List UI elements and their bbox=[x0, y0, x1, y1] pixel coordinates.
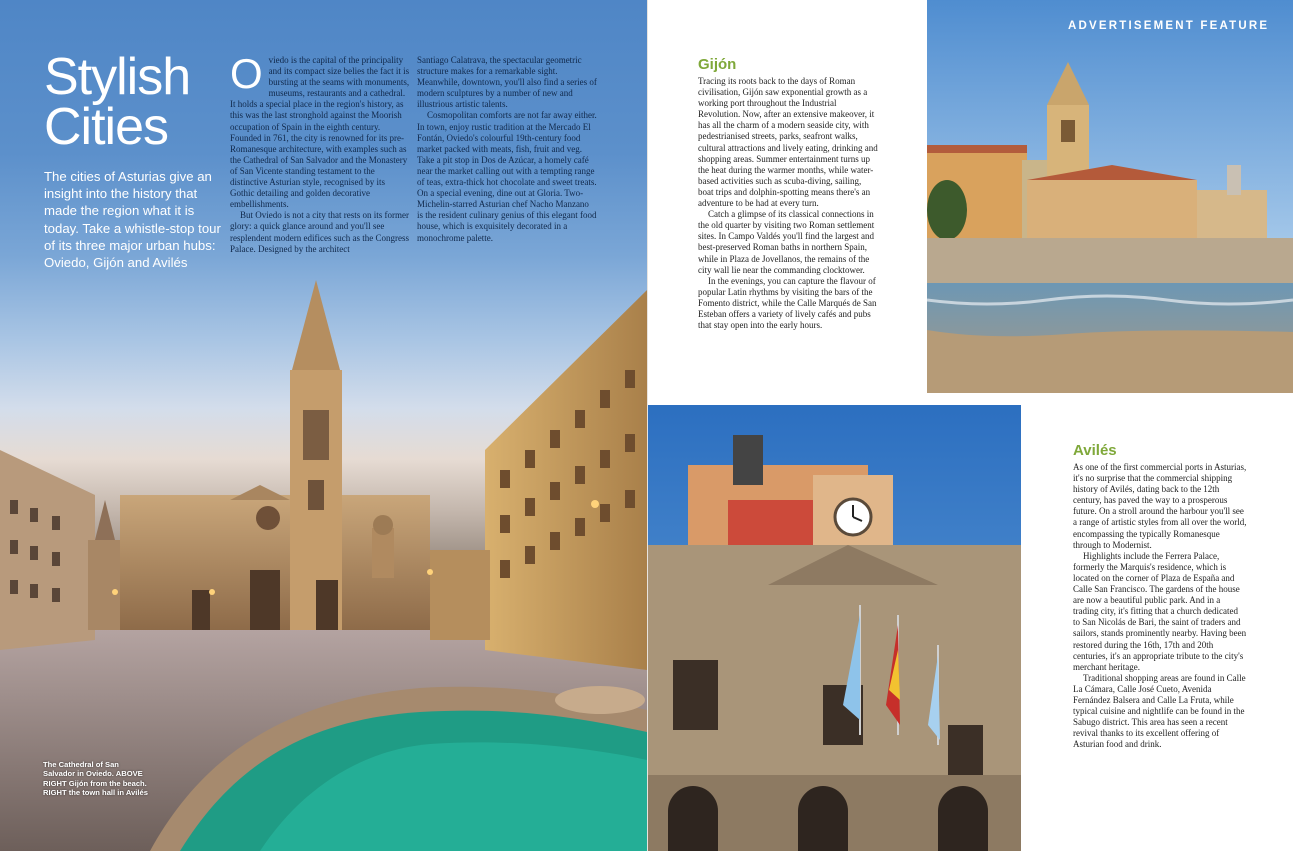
aviles-photo bbox=[648, 405, 1021, 851]
aviles-body bbox=[1073, 462, 1247, 750]
photo-caption: The Cathedral of San Salvador in Oviedo. ABOVE RIGHT Gijón from the beach. RIGHT the town hall in Avilés bbox=[43, 760, 148, 797]
paragraph: Santiago Calatrava, the spectacular geometric structure makes for a remarkable sight. Meanwhile, downtown, you'll also find a series of modern sculptures by a number of new and illustrious artistic talents. bbox=[417, 55, 597, 110]
paragraph: In the evenings, you can capture the flavour of popular Latin rhythms by visiting the bars of the Fomento district, while the Calle Marqués de San Esteban offers a variety of lively cafés and pubs that stay open into the early hours. bbox=[698, 275, 877, 331]
paragraph: Cosmopolitan comforts are not far away either. In town, enjoy rustic tradition at the Mercado El Fontán, Oviedo's colourful 19th-century food market packed with meats, fish, fruit and veg. Take a pit stop in Dos de Azúcar, a homely café near the market calling out with a tempting range of teas, extra-thick hot chocolate and sweet treats. On a special evening, dine out at Gloria. Two-Michelin-starred Asturian chef Nacho Manzano is the resident culinary genius of this elegant food house, which is exquisitely decorated in a monochrome palette. bbox=[417, 110, 597, 243]
aviles-town-hall-image bbox=[648, 405, 1021, 851]
paragraph-text: viedo is the capital of the principality and its compact size belies the fact it is bursting at the seams with monuments, museums, restaurants and a cathedral. It holds a special place in the region's history, as this was the last stronghold against the Moorish occupation of Spain in the eighth century. Founded in 761, the city is renowned for its pre-Romanesque architecture, with examples such as the Cathedral of San Salvador and the Monastery of San Vicente standing testament to the distinctive Asturian style, recognised by its Gothic detailing and golden decorative embellishments. bbox=[230, 55, 410, 210]
gijon-section bbox=[698, 55, 878, 331]
body-column-1 bbox=[230, 50, 410, 255]
page-title bbox=[44, 48, 234, 156]
paragraph: But Oviedo is not a city that rests on its former glory: a quick glance around and you'll see resplendent modern edifices such as the Congress Palace. Designed by the architect bbox=[230, 210, 409, 254]
gijon-heading: Gijón bbox=[698, 56, 737, 73]
gijon-photo bbox=[927, 0, 1293, 393]
standfirst: The cities of Asturias give an insight into the history that made the region what it is today. Take a whistle-stop tour of its three major urban hubs: Oviedo, Gijón and Avilés bbox=[44, 169, 221, 271]
paragraph: Highlights include the Ferrera Palace, formerly the Marquis's residence, which is located on the corner of Plaza de España and Calle San Francisco. The gardens of the house are now a beautiful public park. And in a trading city, it's fitting that a church dedicated to San Nicolás de Bari, the saint of traders and sailors, stands prominently nearby. Having been restored during the 16th, 17th and 20th centuries, it's an appropriate tribute to the city's merchant heritage. bbox=[1073, 550, 1247, 672]
gijon-beach-image bbox=[927, 0, 1293, 393]
fountain-pool bbox=[0, 640, 647, 851]
dropcap: O bbox=[230, 50, 263, 97]
paragraph: Traditional shopping areas are found in Calle La Cámara, Calle José Cueto, Avenida Fernández Balsera and Calle La Fruta, while typical cuisine and nightlife can be found in the Sabugo district. This area has seen a recent revival thanks to its excellent offering of Asturian food and drink. bbox=[1073, 672, 1246, 750]
paragraph: Catch a glimpse of its classical connections in the old quarter by visiting two Roman settlement sites. In Campo Valdés you'll find the largest and best-preserved Roman baths in northern Spain, while in Plaza de Jovellanos, the remains of the city wall lie near the commanding clocktower. bbox=[698, 209, 875, 275]
advertisement-feature-label: ADVERTISEMENT FEATURE bbox=[1068, 20, 1270, 32]
aviles-section bbox=[1073, 441, 1247, 750]
title-line-1: Stylish bbox=[44, 48, 191, 106]
title-line-2: Cities bbox=[44, 98, 169, 156]
paragraph: Tracing its roots back to the days of Roman civilisation, Gijón saw exponential growth as a working port throughout the Industrial Revolution. Now, after an extensive makeover, it has all the charm of a modern seaside city, with pedestrianised streets, parks, seafront walks, cultural attractions and lively eating, drinking and shopping areas. Summer entertainment turns up the heat during the warmer months, while water-based activities such as scuba-diving, sailing, boat trips and dolphin-spotting means there's an adventure to be had at every turn. bbox=[698, 76, 878, 209]
gijon-body bbox=[698, 76, 878, 331]
aviles-heading: Avilés bbox=[1073, 442, 1117, 459]
paragraph: As one of the first commercial ports in Asturias, it's no surprise that the commercial shipping history of Avilés, dating back to the 12th century, has paved the way to a prosperous future. On a stroll around the harbour you'll see a range of artistic styles from all over the world, encompassing the typically Romanesque through to Modernist. bbox=[1073, 462, 1247, 550]
intro-paragraph bbox=[230, 50, 410, 210]
body-column-2 bbox=[417, 55, 597, 244]
